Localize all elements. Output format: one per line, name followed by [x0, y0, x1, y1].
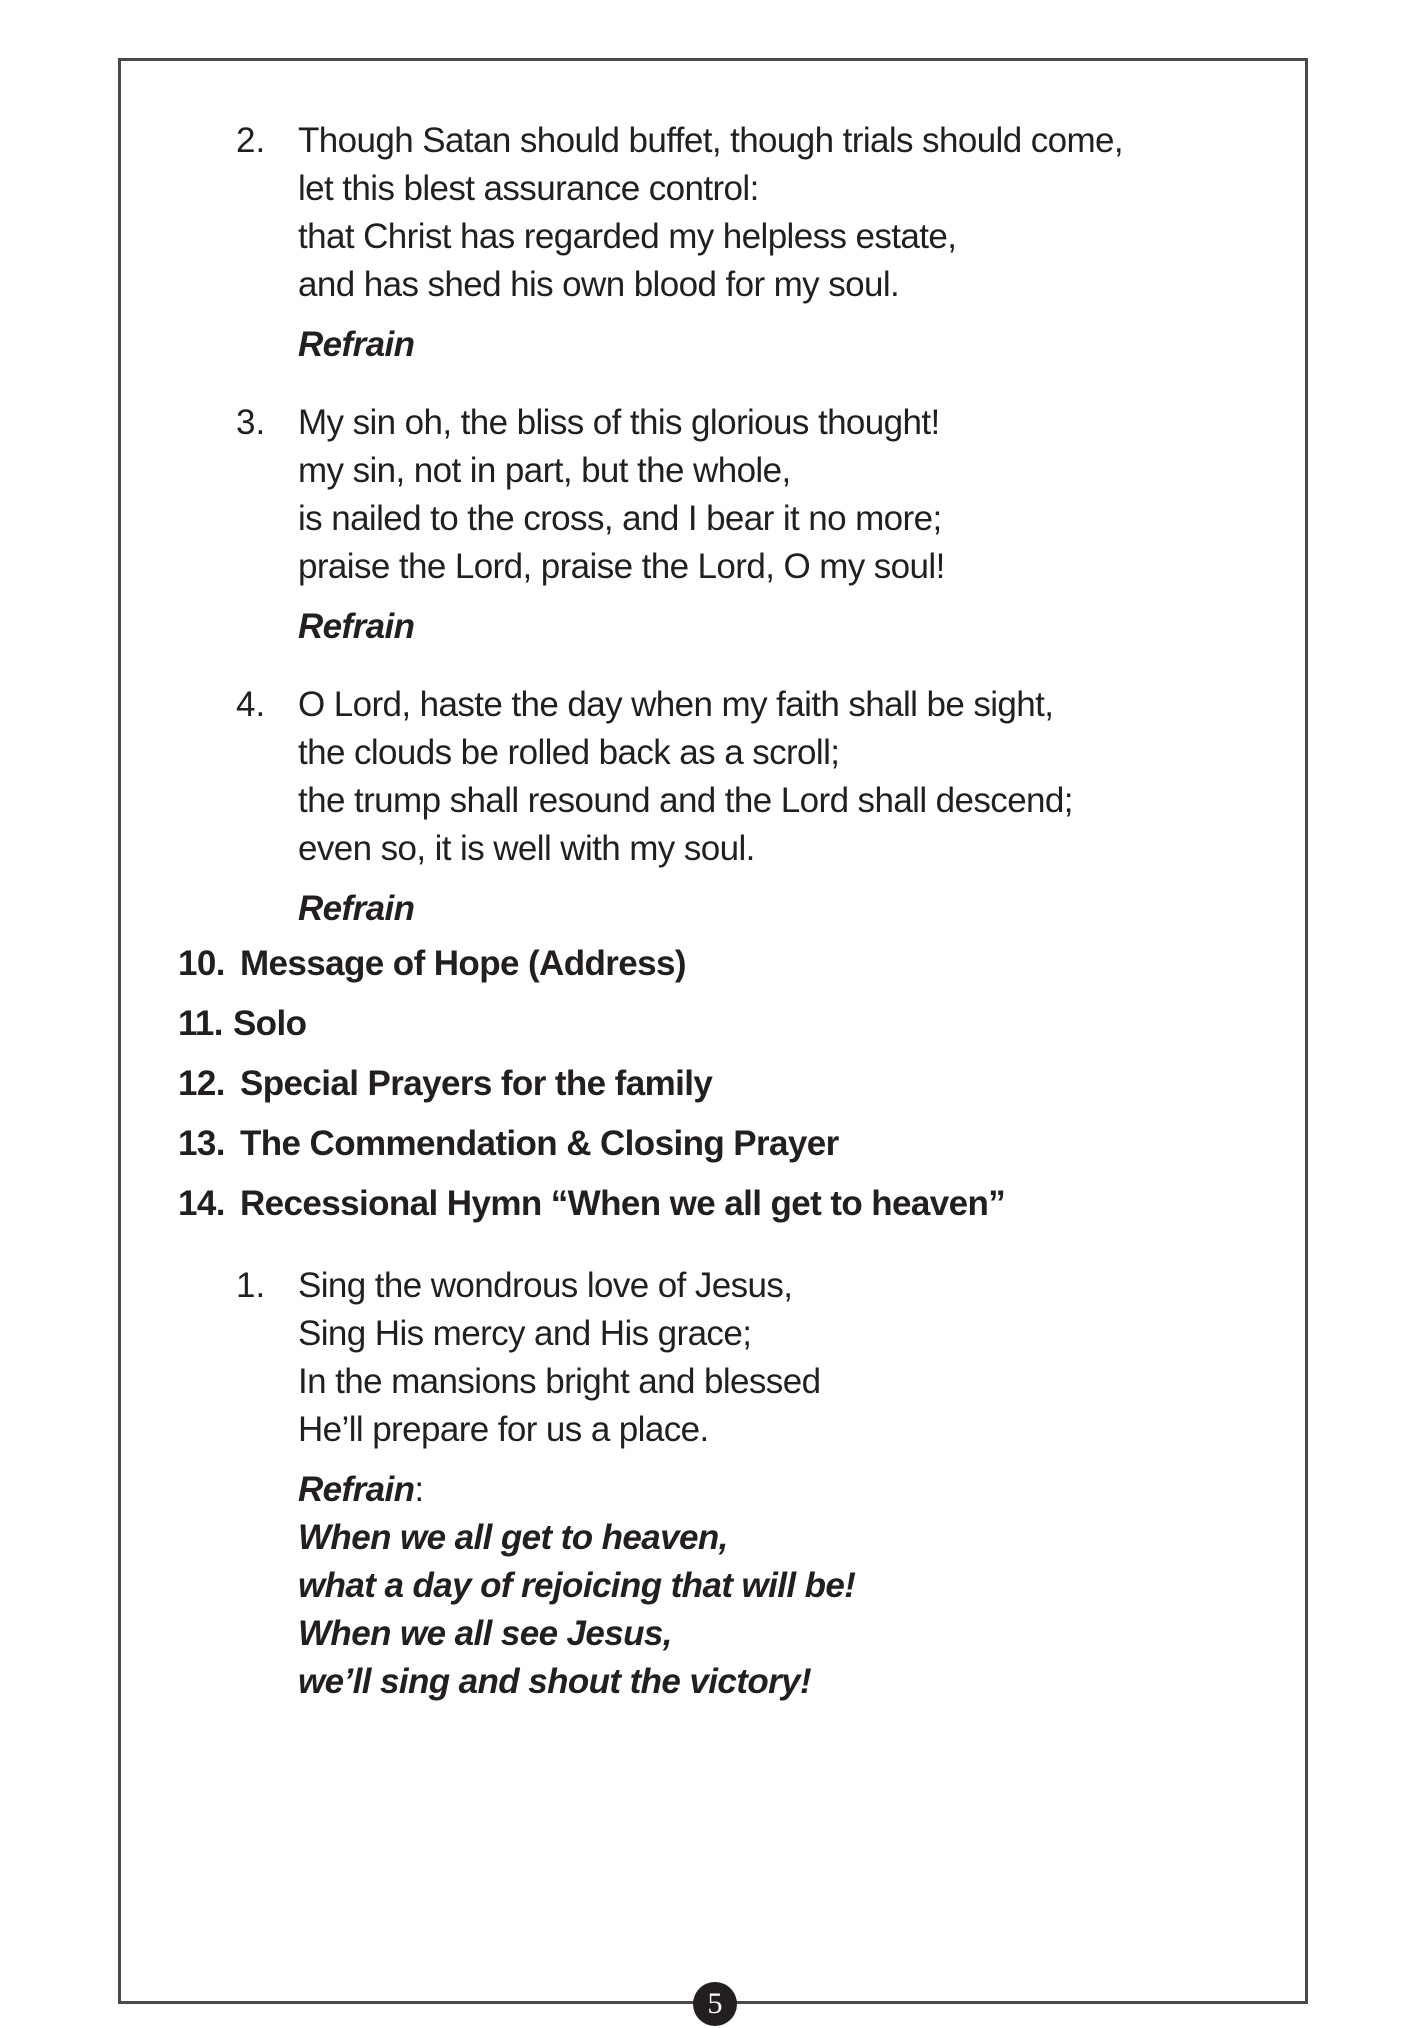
- program-item-13: [178, 1120, 839, 1168]
- program-item-11: [178, 1000, 306, 1048]
- refrain-line: what a day of rejoicing that will be!: [298, 1566, 856, 1605]
- stanza-lines: [298, 1262, 855, 1706]
- stanza-line: Sing His mercy and His grace;: [298, 1314, 752, 1353]
- stanza-line: Though Satan should buffet, though trials should come,: [298, 121, 1124, 160]
- stanza-line: even so, it is well with my soul.: [298, 829, 755, 868]
- item-text: Special Prayers for the family: [240, 1064, 713, 1103]
- item-number: 12.: [178, 1064, 225, 1103]
- stanza-lines: [298, 681, 1073, 933]
- refrain-line: When we all see Jesus,: [298, 1614, 672, 1653]
- stanza-number: 2.: [236, 121, 266, 160]
- stanza-line: Sing the wondrous love of Jesus,: [298, 1266, 793, 1305]
- refrain-label: Refrain: [298, 1470, 415, 1509]
- item-number: 13.: [178, 1124, 225, 1163]
- stanza-line: my sin, not in part, but the whole,: [298, 451, 791, 490]
- stanza-line: praise the Lord, praise the Lord, O my soul!: [298, 547, 945, 586]
- refrain-heading: [298, 1466, 855, 1514]
- stanza-line: let this blest assurance control:: [298, 169, 759, 208]
- item-text: The Commendation & Closing Prayer: [240, 1124, 839, 1163]
- stanza-number: 4.: [236, 685, 266, 724]
- stanza-lines: [298, 117, 1123, 369]
- page-number-badge: 5: [693, 1982, 737, 2026]
- refrain-label: Refrain: [298, 889, 415, 928]
- refrain-colon: :: [414, 1470, 424, 1509]
- stanza-lines: [298, 399, 945, 651]
- stanza-line: is nailed to the cross, and I bear it no more;: [298, 499, 942, 538]
- refrain-label: Refrain: [298, 325, 415, 364]
- item-text: Message of Hope (Address): [240, 944, 686, 983]
- program-item-12: [178, 1060, 712, 1108]
- stanza-line: In the mansions bright and blessed: [298, 1362, 821, 1401]
- stanza-number: 3.: [236, 403, 266, 442]
- refrain-line: we’ll sing and shout the victory!: [298, 1662, 812, 1701]
- item-number: 10.: [178, 944, 225, 983]
- program-item-10: [178, 940, 686, 988]
- item-number: 14.: [178, 1184, 225, 1223]
- stanza-number: 1.: [236, 1266, 266, 1305]
- stanza-line: that Christ has regarded my helpless estate,: [298, 217, 957, 256]
- refrain-line: When we all get to heaven,: [298, 1518, 728, 1557]
- program-item-14: [178, 1180, 1005, 1228]
- stanza-line: the trump shall resound and the Lord shall descend;: [298, 781, 1073, 820]
- stanza-line: the clouds be rolled back as a scroll;: [298, 733, 840, 772]
- stanza-line: My sin oh, the bliss of this glorious thought!: [298, 403, 940, 442]
- item-text: Solo: [232, 1004, 307, 1043]
- refrain-label: Refrain: [298, 607, 415, 646]
- stanza-line: He’ll prepare for us a place.: [298, 1410, 709, 1449]
- item-number: 11.: [178, 1004, 223, 1043]
- item-text: Recessional Hymn “When we all get to heaven”: [240, 1184, 1006, 1223]
- stanza-line: O Lord, haste the day when my faith shall be sight,: [298, 685, 1054, 724]
- stanza-line: and has shed his own blood for my soul.: [298, 265, 900, 304]
